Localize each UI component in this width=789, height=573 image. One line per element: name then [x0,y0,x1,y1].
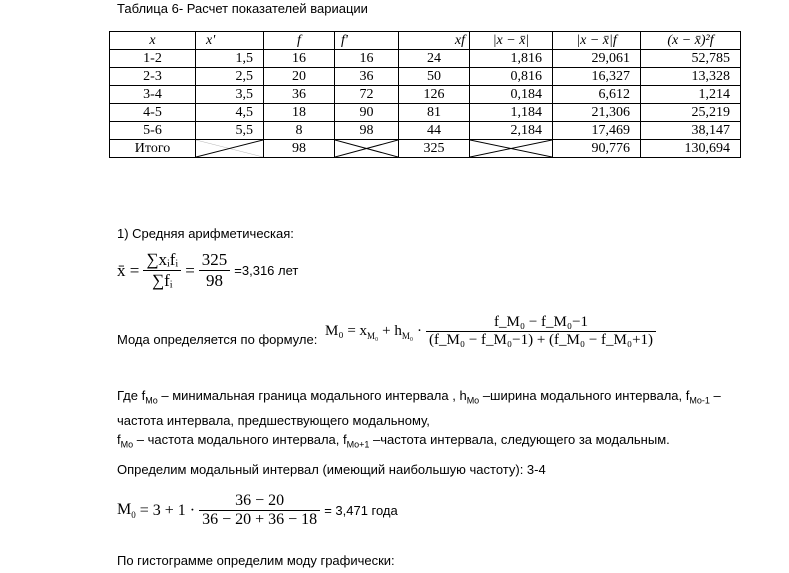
header-abs-dev: |x − x̄| [470,32,553,50]
cell-frequency: 8 [264,122,335,140]
cell-cumulative: 72 [335,86,399,104]
table-header-row [110,32,741,50]
mode-calc-result: = 3,471 года [324,503,398,518]
empty-cell-cross [335,140,399,158]
cell-total-xf: 325 [399,140,470,158]
header-x-prime: x' [196,32,264,50]
cell-xf: 24 [399,50,470,68]
cell-abs-dev: 1,816 [470,50,553,68]
mean-denominator-value: 98 [206,271,224,290]
mode-lhs-sub: M₀ [367,330,379,341]
cell-interval: 2-3 [110,68,196,86]
cell-sq-dev-f: 52,785 [641,50,741,68]
def-text: f [117,432,121,447]
mode-denominator: (f_M₀ − f_M₀−1) + (f_M₀ − f_M₀+1) [429,332,654,348]
mode-calc-fraction [199,492,320,529]
mode-h [382,323,413,341]
section-mean-title: 1) Средняя арифметическая: [117,226,294,241]
mean-result: =3,316 лет [234,263,299,278]
cell-interval: 5-6 [110,122,196,140]
empty-cell-cross [196,140,264,158]
cell-total-f: 98 [264,140,335,158]
mode-calc-lhs-text: M [117,500,132,518]
table-row [110,104,741,122]
cell-interval: 4-5 [110,104,196,122]
def-text: частота интервала, предшествующего модальному, [117,412,430,428]
cell-abs-dev: 0,816 [470,68,553,86]
table-caption: Таблица 6- Расчет показателей вариации [117,1,368,16]
table-row [110,122,741,140]
cell-abs-dev-f: 16,327 [553,68,641,86]
cell-abs-dev: 0,184 [470,86,553,104]
mode-calc-lhs [117,501,136,520]
mode-h-sub: M₀ [401,330,414,341]
def-text: Где f [117,388,146,403]
mean-symbol: x̄ = [117,260,140,280]
mode-dot: · [417,323,423,339]
table-total-row [110,140,741,158]
cell-midpoint: 1,5 [196,50,264,68]
cell-midpoint: 5,5 [196,122,264,140]
def-text: –ширина модального интервала, f [479,388,690,403]
cell-sq-dev-f: 25,219 [641,104,741,122]
mode-intro: Мода определяется по формуле: [117,332,318,347]
cell-xf: 81 [399,104,470,122]
mode-calc-numerator: 36 − 20 [199,492,320,511]
def-sub: Mo+1 [346,439,370,450]
cell-abs-dev: 1,184 [470,104,553,122]
cell-sq-dev-f: 13,328 [641,68,741,86]
cell-total-abs-dev-f: 90,776 [553,140,641,158]
def-text: – частота модального интервала, f [133,432,347,447]
cell-sq-dev-f: 38,147 [641,122,741,140]
mode-calc-rhs: = 3 + 1 · [139,501,196,519]
cell-interval: 1-2 [110,50,196,68]
cell-sq-dev-f: 1,214 [641,86,741,104]
cell-cumulative: 98 [335,122,399,140]
cell-abs-dev-f: 21,306 [553,104,641,122]
mean-fraction-values [199,250,231,291]
cell-midpoint: 3,5 [196,86,264,104]
header-x: x [110,32,196,50]
cell-frequency: 20 [264,68,335,86]
cell-interval: 3-4 [110,86,196,104]
header-sq-dev-f: (x − x̄)²f [641,32,741,50]
mode-formula [325,314,656,349]
def-sub: Mo [145,395,158,406]
cell-frequency: 36 [264,86,335,104]
mean-numerator: ∑xᵢfᵢ [143,250,181,271]
header-xf: xf [399,32,470,50]
cell-xf: 50 [399,68,470,86]
mean-denominator: ∑fᵢ [151,271,173,290]
histogram-paragraph: По гистограмме определим моду графически: [117,553,395,568]
cell-midpoint: 2,5 [196,68,264,86]
mode-calc-denominator: 36 − 20 + 36 − 18 [202,511,318,528]
table-row [110,68,741,86]
header-f-prime: f' [335,32,399,50]
variation-table [109,31,741,158]
cell-abs-dev-f: 29,061 [553,50,641,68]
cell-frequency: 16 [264,50,335,68]
mode-lhs-text: M₀ = x [325,322,368,339]
modal-interval-paragraph: Определим модальный интервал (имеющий наибольшую частоту): 3-4 [117,462,546,477]
cell-total-sq-dev-f: 130,694 [641,140,741,158]
table-row [110,86,741,104]
mode-calculation [117,492,398,529]
cell-abs-dev-f: 17,469 [553,122,641,140]
table-row [110,50,741,68]
cell-total-label: Итого [110,140,196,158]
def-sub: Mo-1 [689,395,710,406]
def-sub: Mo [466,395,480,406]
cell-midpoint: 4,5 [196,104,264,122]
cell-xf: 44 [399,122,470,140]
mode-lhs [325,323,378,341]
cell-frequency: 18 [264,104,335,122]
empty-cell-cross [470,140,553,158]
definitions-paragraph [117,386,757,430]
mode-calc-lhs-sub: 0 [131,510,136,521]
definitions-paragraph-2 [117,432,670,450]
def-sub: Mo [120,439,134,450]
mode-fraction [426,314,656,349]
mode-numerator: f_M₀ − f_M₀−1 [426,314,656,332]
mean-formula [117,250,298,291]
header-f: f [264,32,335,50]
def-text: – [709,388,721,403]
cell-abs-dev: 2,184 [470,122,553,140]
header-abs-dev-f: |x − x̄|f [553,32,641,50]
cell-cumulative: 36 [335,68,399,86]
mode-h-text: + h [382,322,402,339]
mean-numerator-value: 325 [199,250,231,271]
def-text: – минимальная граница модального интервала , h [157,388,467,403]
cell-abs-dev-f: 6,612 [553,86,641,104]
mean-fraction-symbolic [143,250,181,291]
def-text: –частота интервала, следующего за модальным. [369,432,670,447]
cell-cumulative: 90 [335,104,399,122]
cell-xf: 126 [399,86,470,104]
mean-equals: = [185,260,195,280]
cell-cumulative: 16 [335,50,399,68]
